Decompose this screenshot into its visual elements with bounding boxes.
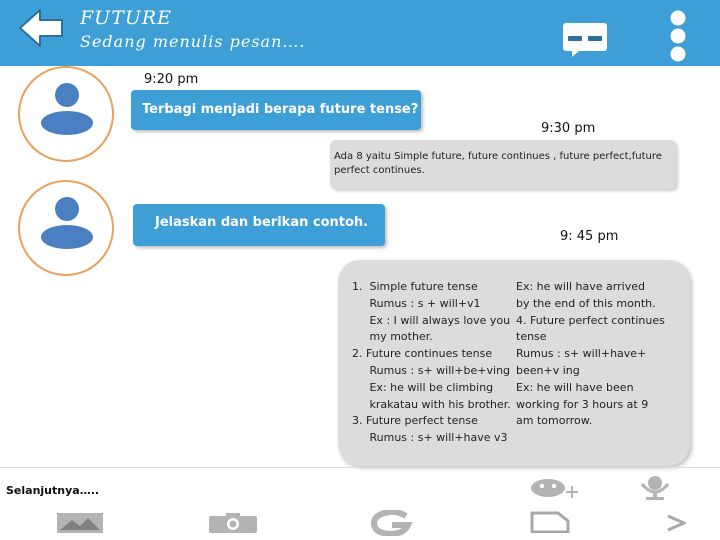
document-icon[interactable]: [530, 511, 570, 533]
message-line: krakatau with his brother.: [352, 397, 511, 411]
message-line: my mother.: [352, 330, 433, 344]
message-line: Rumus : s+ will+have+: [516, 347, 647, 361]
message-line: Ex : I will always love you: [352, 313, 511, 327]
message-right-column: [516, 279, 665, 430]
message-line: Rumus : s+ will+be+ving: [352, 363, 511, 377]
avatar-body-icon: [41, 225, 93, 249]
message-bubble-received-long[interactable]: [338, 260, 690, 466]
message-line: 1. Simple future tense: [352, 280, 478, 293]
chat-bubble-icon[interactable]: [562, 22, 608, 58]
send-icon[interactable]: [666, 514, 686, 532]
message-line: working for 3 hours at 9: [516, 397, 649, 411]
message-line: Rumus : s + will+v1: [352, 296, 481, 310]
message-line: Ex: he will have arrived: [516, 280, 645, 293]
avatar-head-icon: [55, 197, 79, 221]
message-line: tense: [516, 330, 547, 344]
message-time: 9:30 pm: [541, 121, 596, 136]
g-icon[interactable]: [368, 510, 416, 536]
message-line: Ex: he will be climbing: [352, 380, 494, 394]
message-line: 4. Future perfect continues: [516, 313, 665, 327]
message-bubble-sent[interactable]: Jelaskan dan berikan contoh.: [133, 204, 385, 246]
message-line: been+v ing: [516, 363, 580, 377]
message-line: Ex: he will have been: [516, 380, 634, 394]
message-line: am tomorrow.: [516, 414, 593, 428]
typing-status: Sedang menulis pesan….: [80, 32, 306, 51]
avatar: [18, 180, 114, 276]
app-header: [0, 0, 720, 66]
camera-icon[interactable]: [208, 512, 258, 534]
image-icon[interactable]: [56, 512, 104, 534]
message-bubble-sent[interactable]: Terbagi menjadi berapa future tense?: [131, 90, 421, 130]
back-arrow-icon[interactable]: [18, 8, 64, 48]
message-time: 9: 45 pm: [560, 229, 619, 244]
message-bubble-received[interactable]: Ada 8 yaitu Simple future, future continues , future perfect,future perfect continues.: [330, 140, 676, 189]
next-link[interactable]: Selanjutnya…..: [6, 484, 100, 497]
microphone-icon[interactable]: [634, 474, 676, 502]
message-line: 2. Future continues tense: [352, 347, 493, 361]
avatar-body-icon: [41, 111, 93, 135]
message-line: 3. Future perfect tense: [352, 414, 478, 428]
message-left-column: [352, 279, 511, 447]
more-menu-icon[interactable]: [668, 10, 688, 62]
message-line: Rumus : s+ will+have v3: [352, 431, 508, 445]
footer-divider: [0, 467, 720, 468]
message-time: 9:20 pm: [144, 72, 199, 87]
emoji-icon[interactable]: [530, 478, 588, 500]
message-line: by the end of this month.: [516, 296, 656, 310]
avatar: [18, 66, 114, 162]
chat-title: FUTURE: [80, 7, 173, 29]
avatar-head-icon: [55, 83, 79, 107]
